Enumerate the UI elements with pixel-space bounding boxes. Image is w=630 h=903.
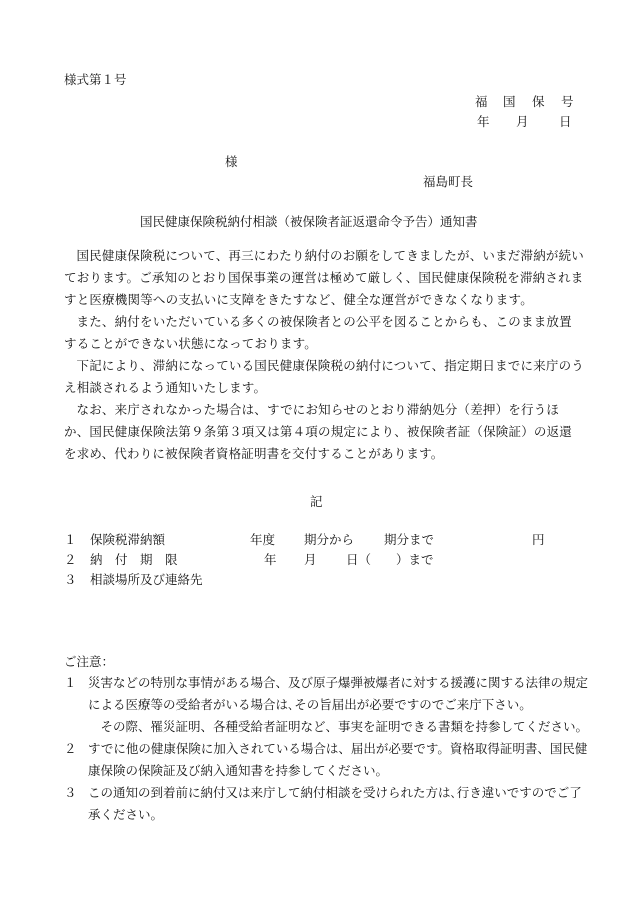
date-year: 年 — [477, 114, 490, 129]
form-number: 様式第１号 — [64, 72, 127, 87]
note-text: 災害などの特別な事情がある場合、及び原子爆弾被爆者に対する援護に関する法律の規定による医療等の受給者がいる場合は､その旨届出が必要ですのでご来庁下さい。 — [88, 675, 589, 712]
deadline-year-label: 年 — [264, 552, 277, 567]
item-arrears — [64, 530, 584, 550]
note-item — [64, 738, 592, 782]
ref-part: 保 — [532, 94, 545, 109]
item-contact — [64, 570, 584, 590]
item-label: 保険税滞納額 — [90, 532, 166, 547]
note-text: すでに他の健康保険に加入されている場合は、届出が必要です。資格取得証明書、国民健康保険の保険証及び納入通知書を持参してください。 — [88, 741, 588, 778]
notes-heading: ご注意： — [64, 654, 115, 669]
notes-list — [64, 672, 592, 826]
yen-label: 円 — [532, 532, 545, 547]
body-paragraph: また、納付をいただいている多くの被保険者との公平を図ることからも、このまま放置することができない状態になっております。 — [64, 314, 572, 351]
note-text: この通知の到着前に納付又は来庁して納付相談を受けられた方は､行き違いですのでご了承ください。 — [88, 785, 582, 822]
body-paragraph: 国民健康保険税について、再三にわたり納付のお願をしてきましたが、いまだ滞納が続いております。ご承知のとおり国保事業の運営は極めて厳しく、国民健康保険税を滞納されますと医療機関等への支払いに支障をきたすなど、健全な運営ができなくなります。 — [64, 248, 585, 307]
body-paragraph: 下記により、滞納になっている国民健康保険税の納付について、指定期日までに来庁のうえ相談されるよう通知いたします。 — [64, 358, 585, 395]
ref-part: 号 — [561, 94, 574, 109]
deadline-month-label: 月 — [304, 552, 317, 567]
deadline-day-label: 日（ — [346, 552, 372, 567]
date-day: 日 — [559, 114, 572, 129]
document-title: 国民健康保険税納付相談（被保険者証返還命令予告）通知書 — [140, 214, 478, 229]
body-paragraph: なお、来庁されなかった場合は、すでにお知らせのとおり滞納処分（差押）を行うほか、国民健康保険法第９条第３項又は第４項の規定により、被保険者証（保険証）の返還を求め、代わりに被保険者資格証明書を交付することがあります。 — [64, 402, 573, 461]
body-text — [64, 245, 584, 465]
ki-heading: 記 — [310, 494, 323, 509]
note-number: １ — [64, 675, 77, 690]
note-item — [64, 672, 592, 716]
ref-part: 福 — [475, 94, 488, 109]
note-subitem — [64, 716, 592, 738]
period-from-label: 期分から — [304, 532, 355, 547]
fiscal-year-label: 年度 — [250, 532, 276, 547]
deadline-close-label: ）まで — [396, 552, 434, 567]
date-month: 月 — [516, 114, 529, 129]
item-number: ２ — [64, 552, 77, 567]
addressee-suffix: 様 — [225, 154, 238, 169]
item-number: ３ — [64, 572, 77, 587]
note-number: ３ — [64, 785, 77, 800]
note-number: ２ — [64, 741, 77, 756]
item-label: 納 付 期 限 — [90, 552, 178, 567]
note-text: その際、罹災証明、各種受給者証明など、事実を証明できる書類を持参してください。 — [100, 719, 589, 734]
item-label: 相談場所及び連絡先 — [90, 572, 203, 587]
item-number: １ — [64, 532, 77, 547]
period-to-label: 期分まで — [384, 532, 435, 547]
item-deadline — [64, 550, 584, 570]
note-item — [64, 782, 592, 826]
issuer: 福島町長 — [423, 174, 474, 189]
ref-part: 国 — [503, 94, 516, 109]
